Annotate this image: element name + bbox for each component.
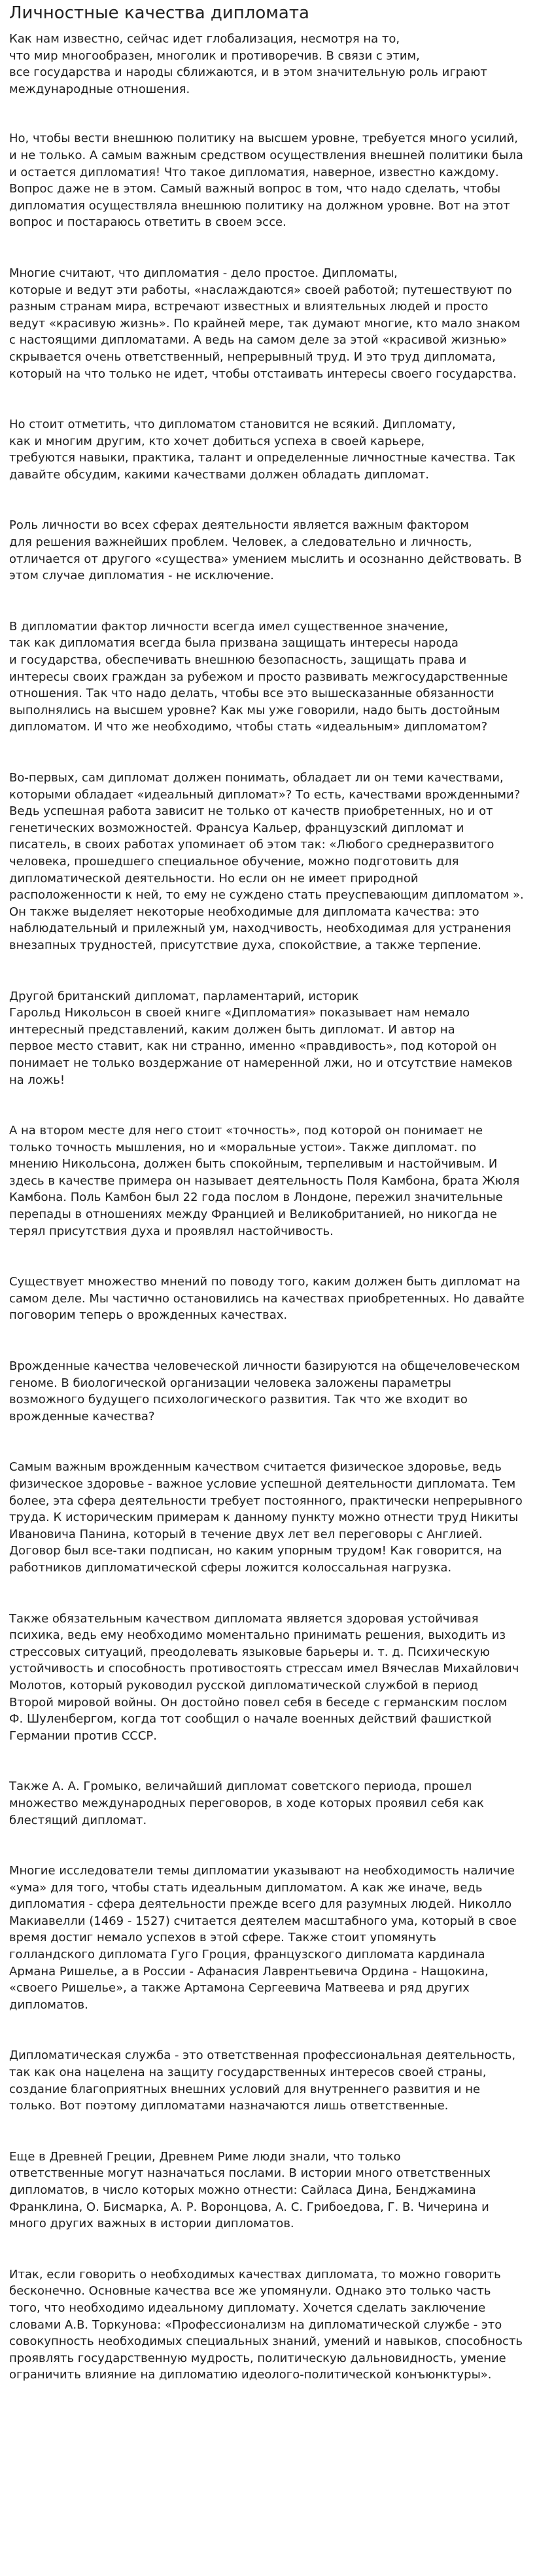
- paragraph-foreign-policy: Но, чтобы вести внешнюю политику на высшем уровне, требуется много усилий, и не только. А самым важным средством осуществления внешней политики была и остается дипломатия! Что такое дипломатия, наверное, известно каждому. Вопрос даже не в этом. Самый важный вопрос в том, что надо сделать, чтобы дипломатия осуществляла внешнюю политику на должном уровне. Вот на этот вопрос и постараюсь ответить в своем эссе.: [9, 132, 523, 230]
- paragraph-personality-factor: В дипломатии фактор личности всегда имел существенное значение, так как дипломатия всегда была призвана защищать интересы народа и государства, обеспечивать внешнюю безопасность, защищать права и интересы своих граждан за рубежом и просто развивать межгосударственные отношения. Так что надо делать, чтобы все это вышесказанные обязанности выполнялись на высшем уровне? Как мы уже говорили, надо быть достойным дипломатом. И что же необходимо, чтобы стать «идеальным» дипломатом?: [9, 619, 508, 734]
- paragraph-role-of-personality: Роль личности во всех сферах деятельности является важным фактором для решения важнейших проблем. Человек, а следовательно и личность, отличается от другого «существа» умением мыслить и осознанно действовать. В этом случае дипломатия - не исключение.: [9, 518, 522, 583]
- paragraph-beautiful-life: Многие считают, что дипломатия - дело простое. Дипломаты, которые и ведут эти работы, «наслаждаются» своей работой; путешествуют по разным странам мира, встречают известных и влиятельных людей и просто ведут «красивую жизнь». По крайней мере, так думают многие, кто мало знаком с настоящими дипломатами. А ведь на самом деле за этой «красивой жизнью» скрывается очень ответственный, непрерывный труд. И это труд дипломата, который на что только не идет, чтобы отстаивать интересы своего государства.: [9, 266, 521, 381]
- paragraph-physical-health: Самым важным врожденным качеством считается физическое здоровье, ведь физическое здоровье - важное условие успешной деятельности дипломата. Тем более, эта сфера деятельности требует постоянного, практически непрерывного труда. К историческим примерам к данному пункту можно отнести труд Никиты Ивановича Панина, который в течение двух лет вел переговоры с Англией. Договор был все-таки подписан, но каким упорным трудом! Как говорится, на работников дипломатической сферы ложится колоссальная нагрузка.: [9, 1460, 523, 1575]
- paragraph-conclusion: Итак, если говорить о необходимых качествах дипломата, то можно говорить бесконечно. Основные качества все же упомянули. Однако это только часть того, что необходимо идеальному дипломату. Хочется сделать заключение словами А.В. Торкунова: «Профессионализм на дипломатической службе - это совокупность необходимых специальных знаний, умений и навыков, способность проявлять государственную мудрость, политическую дальновидность, умение ограничить влияние на дипломатию идеолого-политической конъюнктуры».: [9, 2267, 523, 2382]
- paragraph-many-opinions: Существует множество мнений по поводу того, каким должен быть дипломат на самом деле. Мы частично остановились на качествах приобретенных. Но давайте поговорим теперь о врожденных качествах.: [9, 1275, 525, 1323]
- article-body: [9, 31, 543, 2384]
- paragraph-callieres: Во-первых, сам дипломат должен понимать, обладает ли он теми качествами, которыми обладает «идеальный дипломат»? То есть, качествами врожденными? Ведь успешная работа зависит не только от качеств приобретенных, но и от генетических возможностей. Франсуа Кальер, французский дипломат и писатель, в своих работах упоминает об этом так: «Любого среднеразвитого человека, прошедшего специальное обучение, можно подготовить для дипломатической деятельности. Но если он не имеет природной расположенности к ней, то ему не суждено стать преуспевающим дипломатом ». Он также выделяет некоторые необходимые для дипломата качества: это наблюдательный и прилежный ум, находчивость, необходимая для устранения внезапных трудностей, присутствие духа, спокойствие, а также терпение.: [9, 771, 524, 952]
- article-title: Личностные качества дипломата: [9, 3, 309, 23]
- paragraph-gromyko: Также А. А. Громыко, величайший дипломат советского периода, прошел множество международных переговоров, в ходе которых проявил себя как блестящий дипломат.: [9, 1780, 484, 1827]
- paragraph-stable-psyche: Также обязательным качеством дипломата является здоровая устойчивая психика, ведь ему необходимо моментально принимать решения, выходить из стрессовых ситуаций, преодолевать языковые барьеры и. т. д. Психическую устойчивость и способность противостоять стрессам имел Вячеслав Михайлович Молотов, который руководил русской дипломатической службой в период Второй мировой войны. Он достойно повел себя в беседе с германским послом Ф. Шуленбергом, когда тот сообщил о начале военных действий фашисткой Германии против СССР.: [9, 1611, 519, 1743]
- paragraph-ancient-greece: Еще в Древней Греции, Древнем Риме люди знали, что только ответственные могут назначаться послами. В истории много ответственных дипломатов, в число которых можно отнести: Сайласа Дина, Бенджамина Франклина, О. Бисмарка, А. Р. Воронцова, А. С. Грибоедова, Г. В. Чичерина и много других важных в истории дипломатов.: [9, 2149, 491, 2231]
- paragraph-globalization: Как нам известно, сейчас идет глобализация, несмотря на то, что мир многообразен, многолик и противоречив. В связи с этим, все государства и народы сближаются, и в этом значительную роль играют международные отношения.: [9, 32, 487, 96]
- paragraph-diplomatic-service: Дипломатическая служба - это ответственная профессиональная деятельность, так как она нацелена на защиту государственных интересов своей страны, создание благоприятных внешних условий для внутреннего развития и не только. Вот поэтому дипломатами назначаются лишь ответственные.: [9, 2048, 516, 2113]
- paragraph-innate-qualities: Врожденные качества человеческой личности базируются на общечеловеческом геноме. В биологической организации человека заложены параметры возможного будущего психологического развития. Так что же входит во врожденные качества?: [9, 1359, 520, 1423]
- paragraph-nicolson: Другой британский дипломат, парламентарий, историк Гарольд Никольсон в своей книге «Дипломатия» показывает нам немало интересный представлений, каким должен быть дипломат. И автор на первое место ставит, как ни странно, именно «правдивость», под которой он понимает не только воздержание от намеренной лжи, но и отсутствие намеков на ложь!: [9, 989, 513, 1087]
- paragraph-not-everyone: Но стоит отметить, что дипломатом становится не всякий. Дипломату, как и многим другим, кто хочет добиться успеха в своей карьере, требуются навыки, практика, талант и определенные личностные качества. Так давайте обсудим, какими качествами должен обладать дипломат.: [9, 418, 516, 482]
- paragraph-cambon: А на втором месте для него стоит «точность», под которой он понимает не только точность мышления, но и «моральные устои». Также дипломат. по мнению Никольсона, должен быть спокойным, терпеливым и настойчивым. И здесь в качестве примера он называет деятельность Поля Камбона, брата Жюля Камбона. Поль Камбон был 22 года послом в Лондоне, пережил значительные перепады в отношениях между Францией и Великобританией, но никогда не терял присутствия духа и проявлял настойчивость.: [9, 1124, 520, 1238]
- paragraph-intellect: Многие исследователи темы дипломатии указывают на необходимость наличие «ума» для того, чтобы стать идеальным дипломатом. А как же иначе, ведь дипломатия - сфера деятельности прежде всего для разумных людей. Николло Макиавелли (1469 - 1527) считается деятелем масштабного ума, который в свое время достиг немало успехов в этой сфере. Также стоит упомянуть голландского дипломата Гуго Гроция, французского дипломата кардинала Армана Ришелье, а в России - Афанасия Лаврентьевича Ордина - Нащокина, «своего Ришелье», а также Артамона Сергеевича Матвеева и ряд других дипломатов.: [9, 1864, 517, 2012]
